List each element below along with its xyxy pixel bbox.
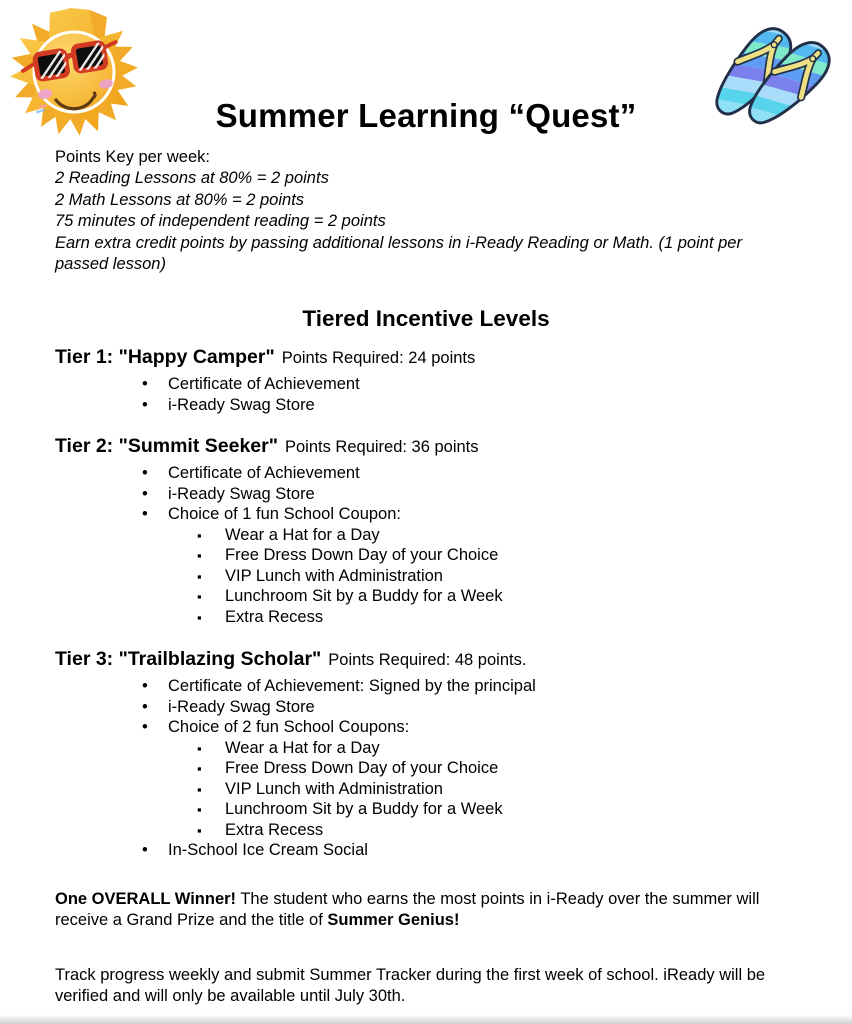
tier-1-heading	[55, 345, 817, 370]
tier-3-heading	[55, 647, 817, 672]
tier-1-name: Tier 1: "Happy Camper"	[55, 346, 275, 368]
list-item: ▪ Extra Recess	[55, 820, 817, 841]
tier-2-name: Tier 2: "Summit Seeker"	[55, 435, 278, 457]
tier-1-points-required: Points Required: 24 points	[281, 349, 476, 367]
overall-winner-paragraph	[55, 889, 790, 932]
list-item: ▪ VIP Lunch with Administration	[55, 566, 817, 587]
list-item: • i-Ready Swag Store	[55, 484, 817, 505]
list-item: • i-Ready Swag Store	[55, 697, 817, 718]
list-item: • Certificate of Achievement: Signed by the principal	[55, 676, 817, 697]
list-item: • i-Ready Swag Store	[55, 395, 817, 416]
tier-3-section	[55, 647, 817, 861]
section-heading: Tiered Incentive Levels	[302, 306, 550, 331]
tier-2-section	[55, 434, 817, 627]
list-item: ▪ Free Dress Down Day of your Choice	[55, 545, 817, 566]
tier-2-heading	[55, 434, 817, 459]
winner-bold-lead: One OVERALL Winner!	[55, 890, 237, 908]
tier-3-bullet-list	[55, 676, 817, 861]
tracker-paragraph: Track progress weekly and submit Summer Tracker during the first week of school. iReady will be verified and will only be available until July 30th.	[55, 966, 766, 1006]
list-item: ▪ VIP Lunch with Administration	[55, 779, 817, 800]
list-item: • Choice of 1 fun School Coupon:	[55, 504, 817, 525]
list-item: • Choice of 2 fun School Coupons:	[55, 717, 817, 738]
points-key-line: 2 Math Lessons at 80% = 2 points	[55, 190, 305, 209]
list-item: ▪ Free Dress Down Day of your Choice	[55, 758, 817, 779]
tier-2-points-required: Points Required: 36 points	[284, 438, 479, 456]
page-title: Summer Learning “Quest”	[215, 97, 637, 134]
tier-1-section	[55, 345, 817, 415]
points-key-line: 2 Reading Lessons at 80% = 2 points	[55, 169, 329, 188]
list-item: ▪ Lunchroom Sit by a Buddy for a Week	[55, 799, 817, 820]
list-item: ▪ Wear a Hat for a Day	[55, 525, 817, 546]
winner-body-text: The student who earns the most points in i-Ready over the summer will receive a Grand Prize and the title of	[55, 890, 760, 930]
list-item: • Certificate of Achievement	[55, 463, 817, 484]
winner-bold-title: Summer Genius!	[327, 911, 460, 930]
list-item: • In-School Ice Cream Social	[55, 840, 817, 861]
points-key-line: 75 minutes of independent reading = 2 points	[55, 212, 386, 231]
points-key	[55, 147, 790, 275]
tier-3-name: Tier 3: "Trailblazing Scholar"	[55, 648, 322, 670]
tier-1-bullet-list	[55, 374, 817, 415]
tier-3-points-required: Points Required: 48 points.	[328, 651, 527, 669]
list-item: ▪ Wear a Hat for a Day	[55, 738, 817, 759]
points-key-line: Earn extra credit points by passing additional lessons in i-Ready Reading or Math. (1 point per passed lesson)	[55, 233, 742, 274]
points-key-heading: Points Key per week:	[55, 148, 210, 166]
list-item: ▪ Lunchroom Sit by a Buddy for a Week	[55, 586, 817, 607]
tier-2-bullet-list	[55, 463, 817, 627]
list-item: • Certificate of Achievement	[55, 374, 817, 395]
list-item: ▪ Extra Recess	[55, 607, 817, 628]
bottom-edge-shadow	[0, 1015, 852, 1024]
